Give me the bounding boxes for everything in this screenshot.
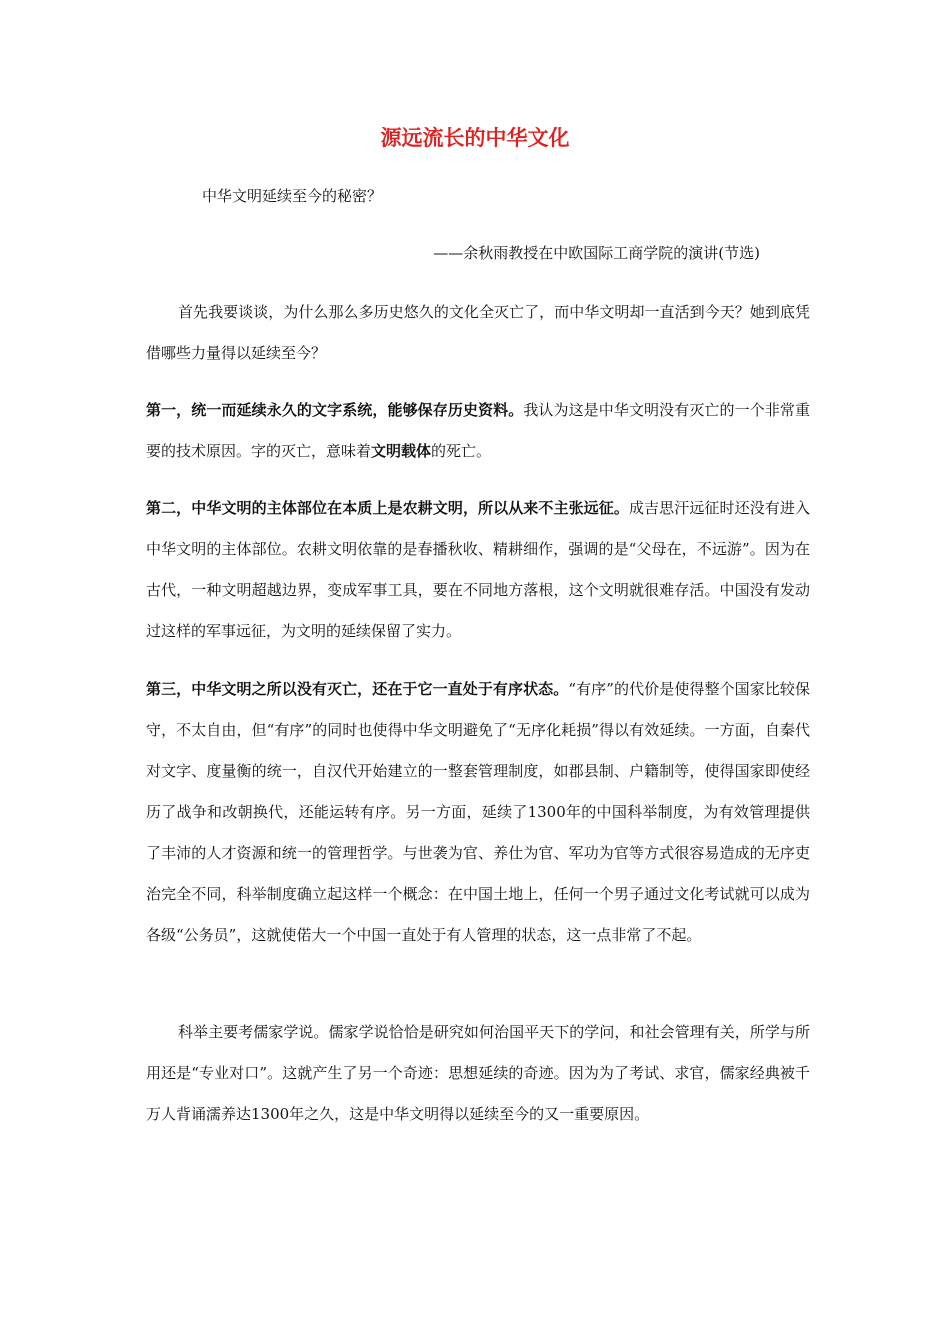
point-one-lead: 第一，统一而延续永久的文字系统，能够保存历史资料。 (146, 401, 524, 419)
document-title: 源远流长的中华文化 (380, 126, 570, 150)
document-subtitle: 中华文明延续至今的秘密？ (202, 187, 383, 205)
point-two-text: 成吉思汗远征时还没有进入中华文明的主体部位。农耕文明依靠的是春播秋收、精耕细作，强调的是“父母在，不远游”。因为在古代，一种文明超越边界，变成军事工具，要在不同地方落根，这个文明就很难存活。中国没有发动过这样的军事远征，为文明的延续保留了实力。 (146, 499, 810, 640)
intro-paragraph: 首先我要谈谈，为什么那么多历史悠久的文化全灭亡了，而中华文明却一直活到今天？她到底凭借哪些力量得以延续至今？ (146, 303, 810, 362)
point-three-lead: 第三，中华文明之所以没有灭亡，还在于它一直处于有序状态。 (146, 680, 569, 698)
point-three-paragraph (146, 669, 810, 956)
point-two-lead: 第二，中华文明的主体部位在本质上是农耕文明，所以从来不主张远征。 (146, 499, 629, 517)
point-two-paragraph (146, 488, 810, 652)
point-one-emphasis: 文明载体 (371, 442, 432, 460)
point-one-text: 我认为这是中华文明没有灭亡的一个非常重要的技术原因。字的灭亡，意味着 (146, 401, 810, 460)
point-one-text-end: 的死亡。 (431, 442, 492, 460)
document-byline: ——余秋雨教授在中欧国际工商学院的演讲(节选) (433, 244, 760, 262)
point-one-paragraph (146, 390, 810, 472)
point-three-text: “有序”的代价是使得整个国家比较保守，不太自由，但“有序”的同时也使得中华文明避免了“无序化耗损”得以有效延续。一方面，自秦代对文字、度量衡的统一，自汉代开始建立的一整套管理制度，如郡县制、户籍制等，使得国家即使经历了战争和改朝换代，还能运转有序。另一方面，延续了1300年的中国科举制度，为有效管理提供了丰沛的人才资源和统一的管理哲学。与世袭为官、养仕为官、军功为官等方式很容易造成的无序吏治完全不同，科举制度确立起这样一个概念：在中国土地上，任何一个男子通过文化考试就可以成为各级“公务员”，这就使偌大一个中国一直处于有人管理的状态，这一点非常了不起。 (146, 680, 810, 944)
keju-paragraph: 科举主要考儒家学说。儒家学说恰恰是研究如何治国平天下的学问，和社会管理有关，所学与所用还是“专业对口”。这就产生了另一个奇迹：思想延续的奇迹。因为为了考试、求官，儒家经典被千万人背诵濡养达1300年之久，这是中华文明得以延续至今的又一重要原因。 (146, 1023, 810, 1123)
